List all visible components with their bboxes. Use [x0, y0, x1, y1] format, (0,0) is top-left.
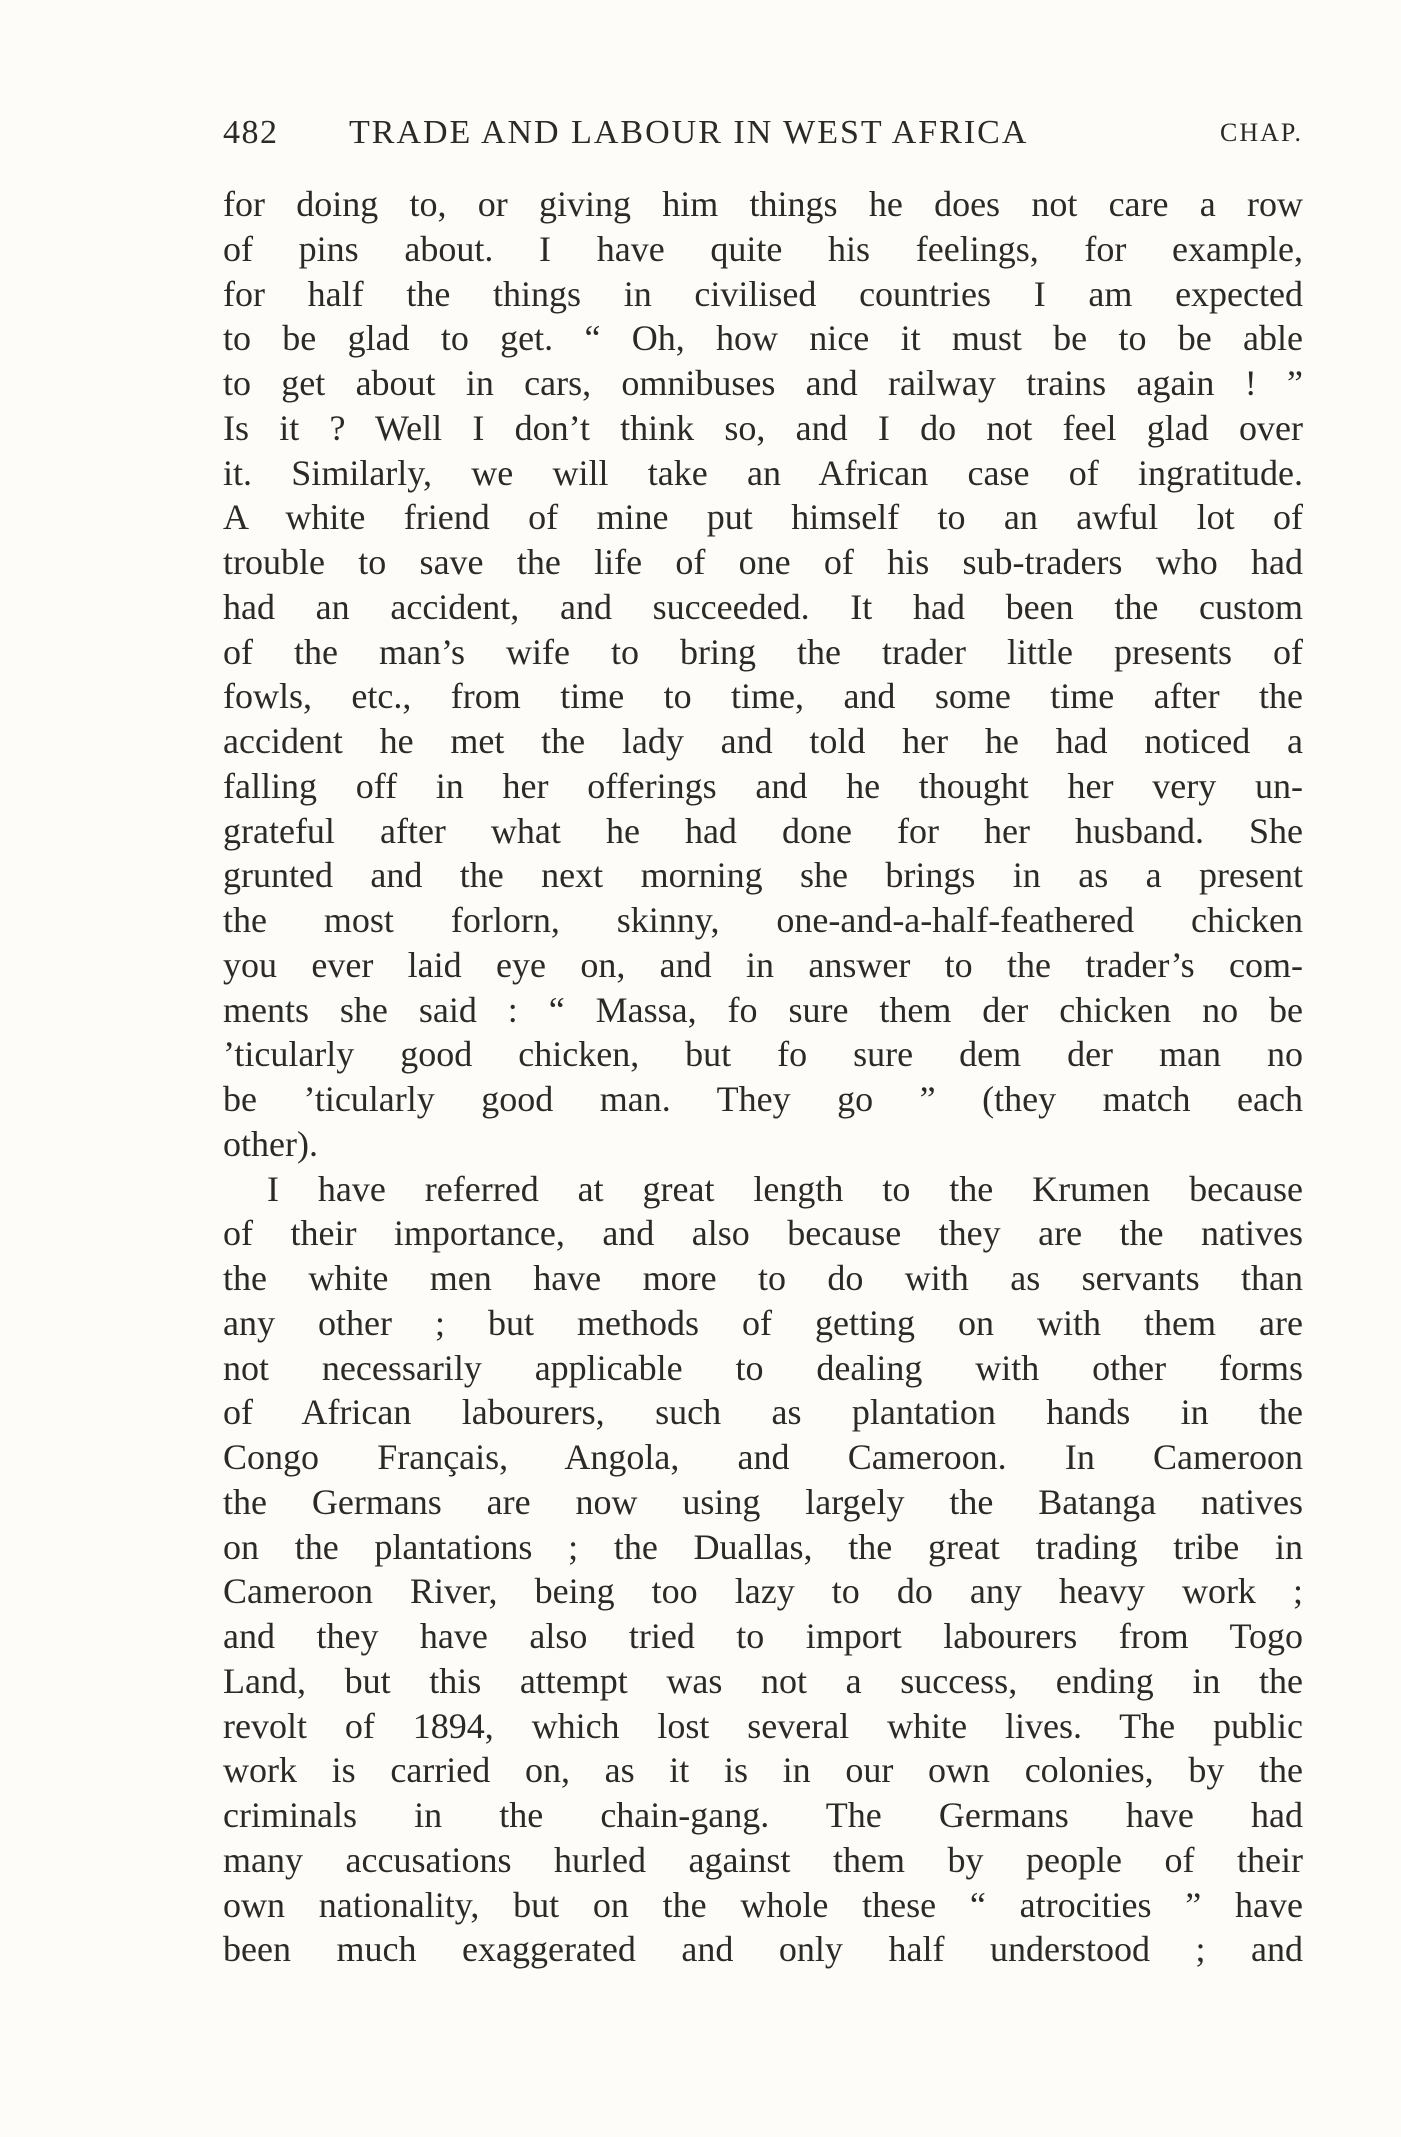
text-line: you ever laid eye on, and in answer to the trader’s com-: [223, 944, 1303, 985]
text-line: and they have also tried to import labourers from Togo: [223, 1616, 1303, 1656]
book-page: [223, 114, 1303, 1972]
text-line: trouble to save the life of one of his sub-traders who had: [223, 542, 1303, 582]
body-text: [223, 182, 1303, 1972]
text-line: of pins about. I have quite his feelings, for example,: [223, 228, 1303, 269]
text-line: it. Similarly, we will take an African case of ingratitude.: [223, 452, 1303, 493]
text-line: own nationality, but on the whole these “ atrocities ” have: [223, 1884, 1303, 1925]
text-line: Is it ? Well I don’t think so, and I do not feel glad over: [223, 407, 1303, 448]
text-line: ments she said : “ Massa, fo sure them der chicken no be: [223, 989, 1303, 1030]
text-line: Land, but this attempt was not a success, ending in the: [223, 1660, 1303, 1701]
text-line: of African labourers, such as plantation hands in the: [223, 1392, 1303, 1433]
chapter-mark: CHAP.: [1220, 118, 1303, 147]
text-line: the Germans are now using largely the Batanga natives: [223, 1481, 1303, 1522]
text-line: not necessarily applicable to dealing with other forms: [223, 1347, 1303, 1388]
running-title: TRADE AND LABOUR IN WEST AFRICA: [349, 114, 1029, 151]
text-line: A white friend of mine put himself to an awful lot of: [223, 497, 1303, 538]
running-head: [223, 114, 1303, 162]
text-line: revolt of 1894, which lost several white lives. The public: [223, 1705, 1303, 1746]
text-line: for half the things in civilised countries I am expected: [223, 273, 1303, 314]
text-line: Cameroon River, being too lazy to do any heavy work ;: [223, 1571, 1303, 1612]
text-line: other).: [223, 1123, 318, 1164]
text-line: criminals in the chain-gang. The Germans have had: [223, 1795, 1303, 1835]
text-line: the most forlorn, skinny, one-and-a-half-feathered chicken: [223, 900, 1303, 940]
text-line: falling off in her offerings and he thought her very un-: [223, 765, 1303, 806]
text-line: grunted and the next morning she brings in as a present: [223, 855, 1303, 896]
text-line: of their importance, and also because they are the natives: [223, 1213, 1303, 1254]
text-line: many accusations hurled against them by people of their: [223, 1839, 1303, 1880]
text-line: to be glad to get. “ Oh, how nice it must be to be able: [223, 318, 1303, 359]
page-number: 482: [223, 114, 279, 151]
text-line: be ’ticularly good man. They go ” (they match each: [223, 1079, 1303, 1119]
paragraph-first-line: I have referred at great length to the Krumen because: [267, 1168, 1303, 1209]
text-line: accident he met the lady and told her he had noticed a: [223, 721, 1303, 761]
text-line: any other ; but methods of getting on with them are: [223, 1302, 1303, 1343]
text-line: work is carried on, as it is in our own colonies, by the: [223, 1750, 1303, 1791]
text-line: Congo Français, Angola, and Cameroon. In Cameroon: [223, 1437, 1303, 1477]
text-line: to get about in cars, omnibuses and railway trains again ! ”: [223, 363, 1303, 403]
text-line: had an accident, and succeeded. It had been the custom: [223, 586, 1303, 627]
text-line: been much exaggerated and only half understood ; and: [223, 1929, 1303, 1970]
text-line: grateful after what he had done for her husband. She: [223, 810, 1303, 851]
text-line: on the plantations ; the Duallas, the great trading tribe in: [223, 1526, 1303, 1567]
text-line: ’ticularly good chicken, but fo sure dem der man no: [223, 1034, 1303, 1075]
text-line: of the man’s wife to bring the trader little presents of: [223, 631, 1303, 672]
text-line: the white men have more to do with as servants than: [223, 1258, 1303, 1298]
text-line: for doing to, or giving him things he does not care a row: [223, 184, 1303, 224]
text-line: fowls, etc., from time to time, and some time after the: [223, 676, 1303, 717]
